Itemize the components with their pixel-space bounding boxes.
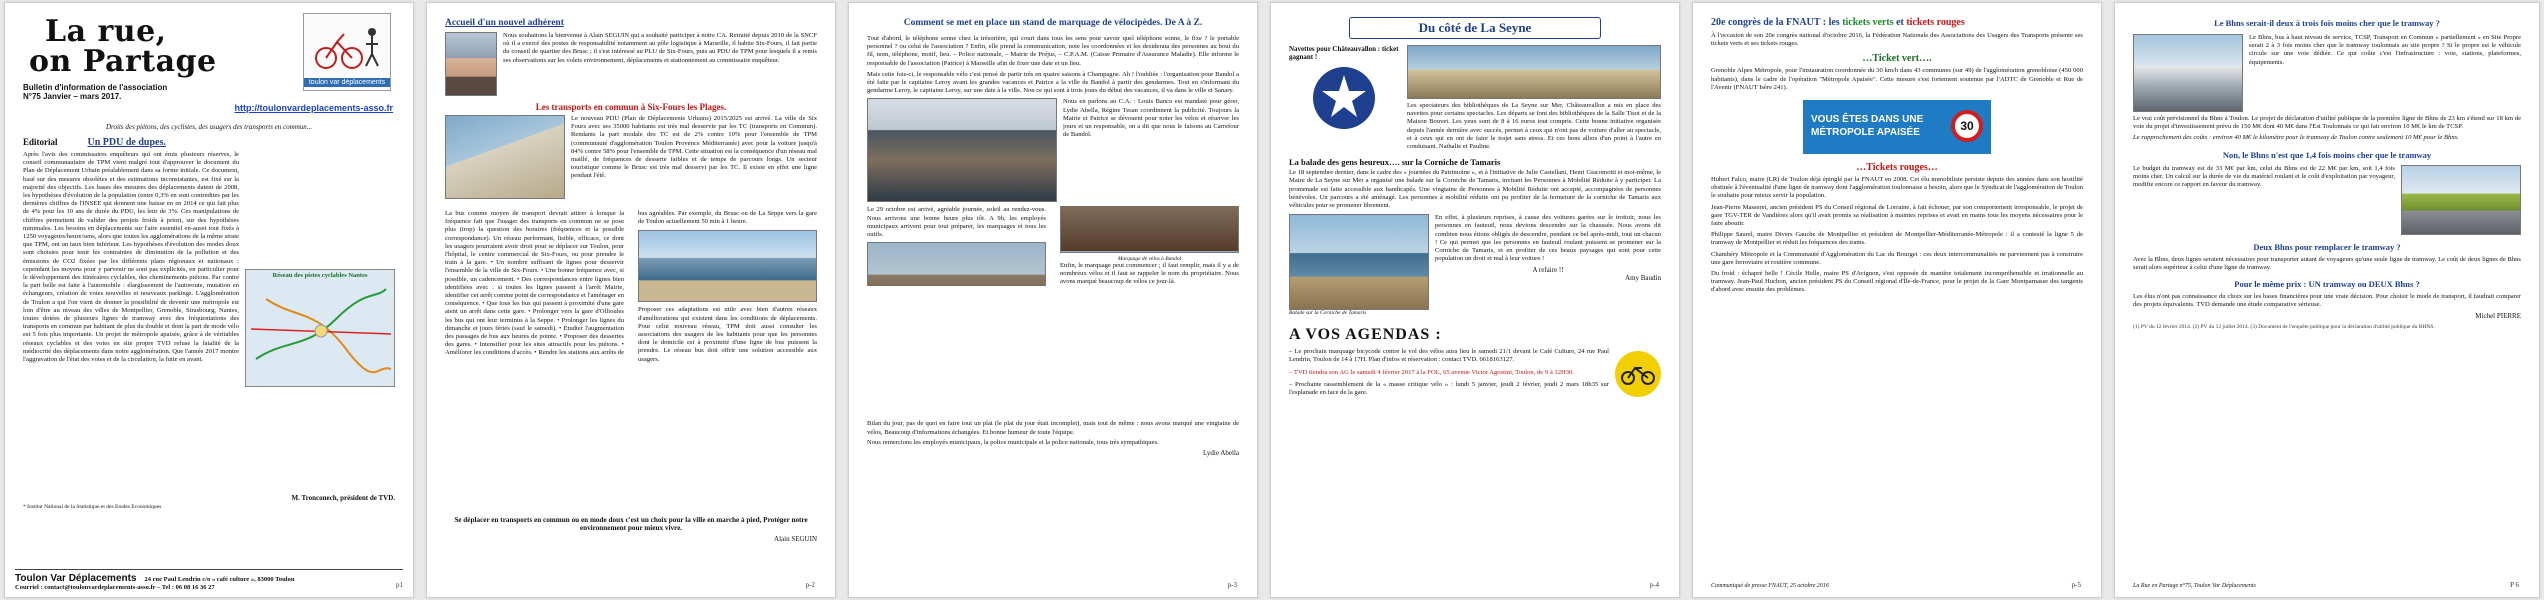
fnaut-heading-prefix: 20e congrès de la FNAUT : les [1711, 17, 1840, 28]
fnaut-heading-verts: tickets verts [1842, 17, 1894, 28]
page-4 [1270, 2, 1680, 598]
page-3 [848, 2, 1258, 598]
bulletin-label: Bulletin d'information de l'association [23, 83, 168, 92]
chateauvallon-photo [1407, 45, 1661, 99]
marking-body-6: Bilan du jour, pas de quoi en faire tout un plat (le plat du jour était incomplet), mais tout de même : nous avons marqué une vingtaine de vélos, Beaucoup d'informations échangées. Et bonne humeur de toute l'équipe. [867, 420, 1239, 436]
newsletter-title-line1: La rue, [45, 14, 167, 49]
footer-contact: Courriel : contact@toulonvardeplacements-asso.fr – Tel : 06 08 16 36 27 [15, 584, 215, 591]
navette-heading: Navettes pour Châteauvallon : ticket gagnant ! [1289, 45, 1399, 61]
page-number: p-3 [1227, 581, 1237, 589]
star-emblem-icon [1313, 67, 1375, 129]
la-seyne-heading: Du côté de La Seyne [1349, 17, 1601, 39]
ticket-rouge-chambery: Chambéry Métropole et la Communauté d'Agglomération du Lac du Bourget : ces deux intercommunalités ne parviennent pas à construire une gare ferroviaire et routière commune. [1711, 250, 2083, 266]
bus-map-photo [445, 115, 565, 199]
meme-prix-text: Les élus n'ont pas connaissance du choix sur les bases financières pour une vraie décision. Pour choisir le mode de transport, il faudrait comparer des projets équivalents. TVD demande une étude comparative sérieuse. [2133, 293, 2521, 309]
agenda-item-3: – Prochaine rassemblement de la « masse critique vélo » : lundi 5 janvier, jeudi 2 février, jeudi 2 mars 18h35 sur l'esplanade en face de la gare. [1289, 380, 1609, 397]
page-2-signature: Alain SEGUIN [774, 535, 817, 543]
marking-stand-heading: Comment se met en place un stand de marquage de vélocipèdes. De A à Z. [903, 18, 1203, 28]
six-fours-proposals: La bus comme moyen de transport devrait attirer à lorsque la fréquence fait que l'usager des transports en commun ne se pose plus (trop) la question des horaires (fréquences et la possible correspondance). Un réseau performant, lisible, efficace, ce dont les usagers pourraient avoir droit pour se déplacer sur Toulon, pour l'hôpital, le centre commercial de Six-Fours, ou pour prendre le train à la gare. • Un nombre suffisant de lignes pour desservir l'ensemble de la ville de Six-Fours. • Une bonne fréquence avec, si possible, un cadencement. • Des correspondances entre lignes bien identifiées avec : si toutes les lignes passent à l'arrêt Mairie, identifier cet arrêt comme point de correspondance et l'aménager en conséquence. • Que tous les bus qui passent à proximité d'une gare aient un arrêt dans cette gare. • Prolonger vers la gare d'Ollioules les bus qui ont leur terminus à la Seppe. • Prolonger les lignes du dimanche et jours fériés (sauf le samedi). • Étudier l'augmentation des passages de bus aux heures de pointe. • Proposer des dessertes des gares. • Intensifier pour les sites attractifs pour les piétons. • Améliorer les conditions d'accès. • Rendre les stations aux arrêts de bus agréables. Par exemple, du Brusc ou de La Seppe vers la gare de Toulon actuellement 50 min à 1 heure. [445, 210, 817, 357]
bicycle-icon [1620, 362, 1656, 386]
non-text: Le budget du tramway est de 33 M€ par km, celui du Bhns est de 22 M€ par km, soit 1,4 fois moins cher. Un calcul sur la durée de vie du matériel roulant et le coût d'exploitation par voyageur, modifie encore ce rapport en faveur du tramway. [2133, 164, 2395, 189]
navette-text: Les spectateurs des bibliothèques de La Seyne sur Mer, Châteauvallon a mis en place des navettes pour certains spectacles. Les départs se font des bibliothèques de la Salle Tisot et de la Maison Bouvet. Les yeux sont de 8 à 16 euros tout compris. Cette bonne initiative organisée depuis l'année dernière avec succès, permet à ceux qui n'ont pas de voiture d'aller au spectacle, et à ceux qui en ont de faire le trajet sans stress. Et ces bons allers d'un point à l'autre en conduisant. Nathalie et Pauline. [1407, 102, 1661, 151]
bhns-conclusion: Le rapprochement des coûts : environ 40 M€ le kilomètre pour le tramway de Toulon contre seulement 10 M€ pour le Bhns. [2133, 134, 2459, 142]
page-5 [1692, 2, 2102, 598]
deux-bhns-text: Avec la Bhns, deux lignes seraient nécessaires pour transporter autant de voyageurs qu'une seule ligne de tramway. Le coût de deux lignes de Bhns serait alors supérieur à celui d'une ligne de tramway. [2133, 255, 2521, 271]
association-logo [303, 13, 391, 91]
cycle-routes-map-icon [246, 279, 394, 379]
ticket-rouge-others: Du froid : échapré belle ! Cécile Helle, maire PS d'Avignon, s'est opposée de manière totalement incompréhensible et irrationnelle au tramway. Jean-Paul Huchon, ancien président PS du Conseil régional d'Île-de-France, pour le projet de la Gare Montparnasse des tangents d'abord avec ensuite des problèmes. [1711, 270, 2083, 294]
map-label: Réseau des pistes cyclables Nantes [272, 272, 368, 279]
bhns-intro: Le Bhns, bus à haut niveau de service, TCSP, Transport en Commun « partiellement » en Site Propre serait 2 à 3 fois moins cher que le tramway toulonnais au site propre ? Si le propre est le véhicule circule sur une voie dédiée. Ce qui coûte c'est l'infrastructure : voie, stations, plateformes, équipements. [2249, 34, 2521, 66]
fnaut-heading-rouges: tickets rouges [1906, 17, 1965, 28]
page-number: p1 [396, 581, 403, 589]
marking-intro: Tout d'abord, le téléphone sonne chez la trésorière, qui court dans tous les sens pour savoir quel téléphone sonne, le fixe ? le portable personnel ? ou celui de l'association ? Enfin, elle prend la communication, note les coordonnées et les desiderata des personnes au bout du fil, nom, téléphone, motif, lieu. – Police nationale, – Mairie de Préjus, – C.P.A.M. (Caisse Primaire d'Assurance Maladie). Elle informe le responsable de l'association (Patrice) à Marseille afin de fixer une date et un lieu. [867, 35, 1239, 67]
ticket-vert-text: Grenoble Alpes Métropole, pour l'instauration coordonnée du 30 km/h dans 43 communes (sur 49) de l'agglomération grenobloise (450 000 habitants), dans le cadre de l'opération "Métropole Apaisée". Cette mesure s'est fortement soutenue par l'ADTC de Grenoble et Rue de l'Avenir (FNAUT Isère 241). [1711, 67, 2083, 91]
marking-stand-photo-1 [867, 98, 1057, 202]
masthead [23, 14, 395, 121]
corniche-caption: Balade sur la Corniche de Tamaris [1289, 310, 1367, 317]
editorial-label: Editorial [23, 137, 58, 147]
page-1 [4, 2, 414, 598]
page-4-signature: Amy Baudin [1625, 274, 1661, 283]
tickets-rouges-heading: …Tickets rouges… [1856, 162, 1938, 174]
tagline: Droits des piétons, des cyclistes, des usagers des transports en commun... [105, 123, 313, 131]
marking-body-4: Le 29 octobre est arrivé, agréable journée, soleil au rendez-vous. Nous arrivons une bonne heure plus tôt. A 9h, les employés municipaux arrivent pour tout préparer, les marquages et tous les outils. [867, 206, 1046, 239]
marking-body-2: Mais cette fois-ci, le responsable vélo c'est pensé de partir très en quatre saisons à Champagne. Ah ! l'oubliée : l'organisation pour Bandol a été faite par le capitaine Leroy avant les grandes vacances et Patrice a la ville de Bandol à partir des gendarmes. Tout en s'informant du gendarme Leroy, le capitaine Leroy, sur une date à la ville. Non ce qui sont à trois jours du début des vacances, il va dans le ville et Sanary. [867, 70, 1239, 95]
conclusion-text: Se déplacer en transports en commun ou en mode doux c'est un choix pour la ville en marche à pied, Protéger notre environnement pour mieux vivre. [454, 516, 808, 532]
association-website-link[interactable]: http://toulonvardeplacements-asso.fr [234, 103, 393, 113]
welcome-text: Nous souhaitons la bienvenue à Alain SEGUIN qui a souhaité participer à notre CA. Retraité depuis 2010 de la SNCF où il a exercé des postes de responsabilité notamment au pôle logistique à Marseille, il habite Six-Fours, il fait partie du conseil de quartier des Brusc ; il s'est intéressé au PLU de Six-Fours, puis au PDU de TPM pour lesquels il a remis ses observations sur les volets environnement, déplacements et stationnement au commissaire enquêteur. [503, 32, 817, 64]
page-1-footer [15, 569, 403, 591]
fnaut-heading [1711, 17, 2083, 28]
page-6-footer: La Rue en Partage n°75, Toulon Var Déplacements [2133, 583, 2256, 589]
agenda-item-2: – TVD tiendra son AG le samedi 4 février 2017 à la FOL, 65 avenue Victor Agostini, Toulon, de 9 à 12H30. [1289, 368, 1575, 376]
footnote: * Institut National de la Statistique et des Etudes Economiques [23, 504, 162, 510]
ticket-rouge-saurel: Philippe Saurel, maire Divers Gauche de Montpellier et président de Montpellier-Méditerranée-Métropole : il a contesté la ligne 5 de tramway de Montpellier et réduit les fréquences des trams. [1711, 231, 2083, 247]
page-6-signature: Michel PIERRE [2475, 312, 2521, 321]
logo-label: toulon var déplacements [304, 78, 390, 87]
fnaut-heading-and: et [1896, 17, 1904, 28]
bhns-real-cost: Le vrai coût prévisionnel du Bhns à Toulon. Le projet de déclaration d'utilité publique de la première ligne de Bhns de 23 km s'étend sur 18 km de voie du projet d'investissement prévu de 150 M€ dont 40 M€ dans l'Est Toulonnais ce qui fait environ 10 M€ le km de TCSP. [2133, 115, 2521, 131]
fnaut-footer: Communiqué de presse FNAUT, 25 octobre 2016 [1711, 583, 1829, 589]
page-number: p-5 [2071, 581, 2081, 589]
balade-heading: La balade des gens heureux…. sur la Corniche de Tamaris [1289, 157, 1501, 168]
balade-text-2: En effet, à plusieurs reprises, à cause des voitures garées sur le trottoir, nous les personnes en fauteuil, nous devions descendre sur la chaussée. Nous avons dit combien nous étions obligés de descendre, pendant ce bel après-midi, tout un chacun ! Ce qui permet que les personnes en fauteuil roulant puissent se promener sur la Corniche de Tamaris, et en profiter de ces beaux paysages qui sont pour cette population un droit et mal à leur voiture ! [1435, 214, 1661, 263]
six-fours-heading: Les transports en commun à Six-Fours les Plages. [535, 102, 727, 112]
six-fours-intro: Le nouveau PDU (Plan de Déplacements Urbains) 2015/2025 est arrivé. La ville de Six Fours avec ses 35000 habitants est très mal desservie par les TC (transports en Commun). Rendants la part modale des TC est de 2% contre 10% pour l'ensemble de TPM (communauté d'agglomération Toulon Provence Méditerranée) avec pour la voiture jusqu'à 84% contre 58% pour l'ensemble de TPM. Cette situation est la conséquence d'un réseau mal maillé, de fréquences de desserte faibles et de temps de parcours longs. Un secteur touristique comme le Brusc est très mal desservi par les TC. Il existe en effet une ligne pendant l'été. [571, 115, 817, 180]
corniche-photo [1289, 214, 1429, 310]
six-fours-network: Proposer ces adaptations est utile avec bien d'autres réseaux d'améliorations qui existent dans les conditions de déplacements. Pour celui nouveau réseau, TPM doit aussi consulter les associations des usagers de les habitants pour que les personnes dont le domicile est à proximité d'une ligne de bus puissent la prendre. Le réseau bus doit offrir une solution accessible aux usagers. [638, 306, 817, 363]
editorial-body: Après l'avis des commissaires enquêteurs qui ont émis plusieurs réserves, le conseil communautaire de TPM vient malgré tout d'approuver le document du Plan de Déplacement Urbain préalablement dans sa forme initiale. Ce document, basé sur des mesures obsolètes et des estimations inconsistantes, est fixé sur la majorité des objectifs. Les bases des mesures des déplacements datent de 2008, les hypothèses d'évolution de la population (entre 0,3% en sont contredites par les dernières chiffres de l'INSEE qui donnent une baisse en en 2014 ce qui fait plus de 4% pour les 10 ans de durée du PDU, les leur de 3%. Ces manipulations de chiffres permettent de valider des projets froids à priori, sur des hypothèses minimales. Les besoins en déplacements sur l'aire essentiel en-auset tout fixés à 1250 voyageurs/heure/sens, alors que toutes les agglomérations de la même strate que TPM, ont un taux bien inférieur. Les hypothèses d'évolution des modes doux sont choisies pour tenir les contraintes de diminution de la pollution et des émissions de CO2 fixées par les différents plans régionaux et nationaux : cependant les moyens pour y parvenir ne sont pas explicités, en particulier pour le développement des itinéraires cyclables, des cheminements piétons. Par contre la part belle est faite à l'automobile : élargissement de l'autoroute, mutation en échangeurs, création de voies nouvelles et nouveaux parkings. L'agglomération de Toulon a qui l'on vient de donner la possibilité de devenir une métropole est loin d'être au niveau des villes de Montpellier, Grenoble, Strasbourg, Nantes, toutes dotées de plusieurs lignes de tramway avec des fréquentations des transports en commun par habitant de plus du double et dont la part de mode vélo est 5 fois plus importante. Un projet de métropole apaisée, grâce à de véritables réseaux cyclables et des voies en site propre TVD refuse la fatalité de la médiocrité des déplacements dans notre agglomération. Que l'année 2017 montre l'aggravation de l'état des voies et de la circulation, la fuite en avant. [23, 151, 239, 364]
agenda-item-1: – Le prochain marquage bicycode contre le vol des vélos aura lieu le samedi 21/1 devant le Café Culture, 24 rue Paul Lendrin, Toulon de 14 à 17H. Plan d'infos et réservation : contact TVD. 0618163127. [1289, 348, 1609, 364]
agendas-heading: A VOS AGENDAS : [1289, 326, 1442, 344]
bhns-bus-photo [2133, 34, 2243, 112]
page-number: P 6 [2510, 581, 2519, 589]
tramway-photo [2401, 165, 2521, 235]
page-number: p-2 [805, 581, 815, 589]
meme-prix-heading: Pour le même prix : UN tramway ou DEUX Bhns ? [2234, 279, 2420, 290]
banner-line-2: MÉTROPOLE APAISÉE [1811, 127, 1920, 139]
la-seyne-logo [1313, 67, 1375, 129]
welcome-heading: Accueil d'un nouvel adhérent [445, 18, 564, 28]
page-2 [426, 2, 836, 598]
page-6 [2114, 2, 2540, 598]
editorial-signature: M. Tronconech, président de TVD. [291, 494, 395, 502]
speed-limit-30-icon: 30 [1951, 110, 1983, 142]
balade-text: Le 18 septembre dernier, dans le cadre des « journées du Patrimoine », et à l'initiative de Julie Castellani, Henri Giacomotti et moi-même, le Maire de La Seyne sur Mer a organisé une balade sur la Corniche de Tamaris, invitant les Personnes à Mobilité Réduite à y participer. La promenade est faite accessible aux handicapés. Une vingtaine de Personnes à Mobilité Réduite ont accepté, accompagnées de personnes bénévoles. Un parcours a été aménagé. Les personnes à mobilité réduite ont pu profiter de la fermeture de la corniche de Tamaris aux véhicules pour se promener librement. [1289, 169, 1661, 210]
fnaut-intro: À l'occasion de son 20e congrès national d'octobre 2016, la Fédération Nationale des Associations des Usagers des Transports présente ses tickets verts et ses tickets rouges. [1711, 32, 2083, 48]
footer-org-name: Toulon Var Déplacements [15, 573, 137, 584]
ticket-rouge-falco: Hubert Falco, maire (LR) de Toulon déjà épinglé par la FNAUT en 2008. Cet élu immobiliste persiste depuis des années dans son hostilité obstinée à l'éventualité d'une ligne de tramway dont l'agglomération toulonnaise a besoin, alors que le Syndicat de l'agglomération de Toulon le souhaite pour mieux servir la population. [1711, 176, 2083, 200]
cyclist-pedestrian-logo-icon [304, 14, 390, 76]
newsletter-title-line2: on Partage [29, 44, 217, 79]
photo-caption: Marquage de vélos à Bandol [1117, 255, 1182, 262]
page-number: p-4 [1649, 581, 1659, 589]
ticket-rouge-masseret: Jean-Pierre Masseret, ancien président PS du Conseil régional de Lorraine, à fait échouer, par son comportement irresponsable, le projet de gare TGV-TER de Vandières alors qu'il avait promis sa réalisation à maintes reprises et avait en mains tous les moyens nécessaires pour le faire aboutir. [1711, 203, 2083, 228]
deux-bhns-heading: Deux Bhns pour remplacer le tramway ? [2253, 241, 2401, 252]
page-3-signature: Lydie Abella [1203, 449, 1239, 458]
banner-line-1: VOUS ÊTES DANS UNE [1811, 114, 1924, 126]
marking-body-3: Nous en parlons au C.A. : Louis Banco est mandaté pour gérer, Lydie Abella, Régine Tesan coordinnent la publicité. Toujours la Mairie et Patrice se dévouent pour noter les vélos et réserver les jours et un responsable, on a dit que nous le faisons au Carrefour de Bandol. [1063, 98, 1239, 139]
editorial-title: Un PDU de dupes. [87, 137, 166, 148]
ticket-vert-heading: …Ticket vert…. [1862, 53, 1932, 65]
non-heading: Non, le Bhns n'est que 1,4 fois moins cher que le tramway [2222, 149, 2432, 160]
critical-mass-logo [1615, 351, 1661, 397]
marking-body-7: Nous remercions les employés municipaux, la police municipale et la police nationale, tous très sympathiques. [867, 438, 1159, 446]
issue-number: N°75 Janvier – mars 2017. [23, 92, 122, 101]
marking-body-5: Enfin, le marquage peut commencer ; il faut remplir, mais il y a de nombreux vélos et il faut se rappeler le nom du propriétaire. Nous avons marqué beaucoup de vélos ce jour-là. [1060, 261, 1239, 285]
bhns-heading: Le Bhns serait-il deux à trois fois moins cher que le tramway ? [2214, 18, 2440, 28]
refaire-text: A refaire !! [1532, 266, 1564, 275]
cycle-network-map [245, 269, 395, 387]
references: (1) PV du 12 février 2014. (2) PV du 12 juillet 2014. (3) Document de l'enquête publique pour la déclaration d'utilité publique du BHNS. [2133, 324, 2435, 331]
footer-address: 24 rue Paul Lendrin c/o « café culture », 83000 Toulon [144, 576, 295, 583]
member-portrait-photo [445, 32, 497, 96]
coastline-photo [638, 230, 817, 302]
metropole-apaisee-banner [1803, 100, 1991, 154]
